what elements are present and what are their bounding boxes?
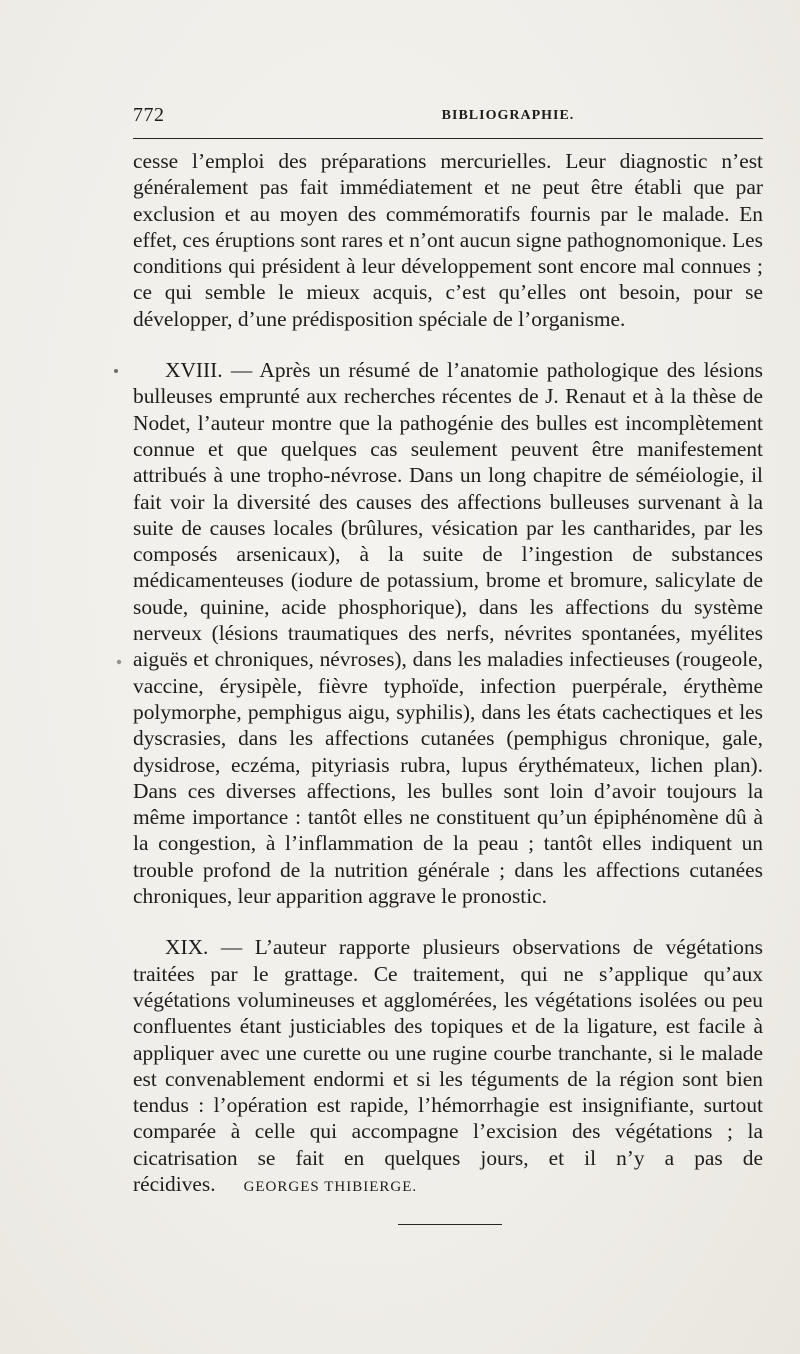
paragraph-xix-text: XIX. — L’auteur rapporte plusieurs observations de végétations traitées par le grattage. Ce traitement, qui ne s’applique qu’aux végétations volumineuses et agglomérées, les végétations isolées ou peu confluentes étant justiciables des topiques et de la ligature, est facile à appliquer avec une curette ou une rugine courbe tranchante, si le malade est convenablement endormi et si les téguments de la région sont bien tendus : l’opération est rapide, l’hémorrhagie est insignifiante, surtout comparée à celle qui accompagne l’excision des végétations ; la cicatrisation se fait en quelques jours, et il n’y a pas de récidives. — [133, 935, 763, 1196]
paragraph-xviii: XVIII. — Après un résumé de l’anatomie pathologique des lésions bulleuses emprunté aux recherches récentes de J. Renaut et à la thèse de Nodet, l’auteur montre que la pathogénie des bulles est incomplètement connue et que quelques cas seulement peuvent être manifestement attribués à une tropho-névrose. Dans un long chapitre de séméiologie, il fait voir la diversité des causes des affections bulleuses survenant à la suite de causes locales (brûlures, vésication par les cantharides, par les composés arsenicaux), à la suite de l’ingestion de substances médicamenteuses (iodure de potassium, brome et bromure, salicylate de soude, quinine, acide phosphorique), dans les affections du système nerveux (lésions traumatiques des nerfs, névrites spontanées, myélites aiguës et chroniques, névroses), dans les maladies infectieuses (rougeole, vaccine, érysipèle, fièvre typhoïde, infection puerpérale, érythème polymorphe, pemphigus aigu, syphilis), dans les états cachectiques et les dyscrasies, dans les affections cutanées (pemphigus chronique, gale, dysidrose, eczéma, pityriasis rubra, lupus érythémateux, lichen plan). Dans ces diverses affections, les bulles sont loin d’avoir toujours la même importance : tantôt elles ne constituent qu’un épiphénomène dû à la congestion, à l’inflammation de la peau ; tantôt elles indiquent un trouble profond de la nutrition générale ; dans les affections cutanées chroniques, leur apparition aggrave le pronostic. — [133, 358, 763, 909]
author-signature: GEORGES THIBIERGE. — [243, 1178, 418, 1195]
running-head: BIBLIOGRAPHIE. — [441, 108, 575, 123]
page-number: 772 — [133, 104, 165, 126]
ink-speck — [114, 369, 118, 373]
ink-speck — [117, 660, 121, 664]
paragraph-continuation: cesse l’emploi des préparations mercurielles. Leur diagnostic n’est généralement pas fait immédiatement et ne peut être établi que par exclusion et au moyen des commémoratifs fournis par le malade. En effet, ces éruptions sont rares et n’ont aucun signe pathognomonique. Les conditions qui président à leur développement sont encore mal connues ; ce qui semble le mieux acquis, c’est qu’elles ont besoin, pour se développer, d’une prédisposition spéciale de l’organisme. — [133, 149, 763, 331]
